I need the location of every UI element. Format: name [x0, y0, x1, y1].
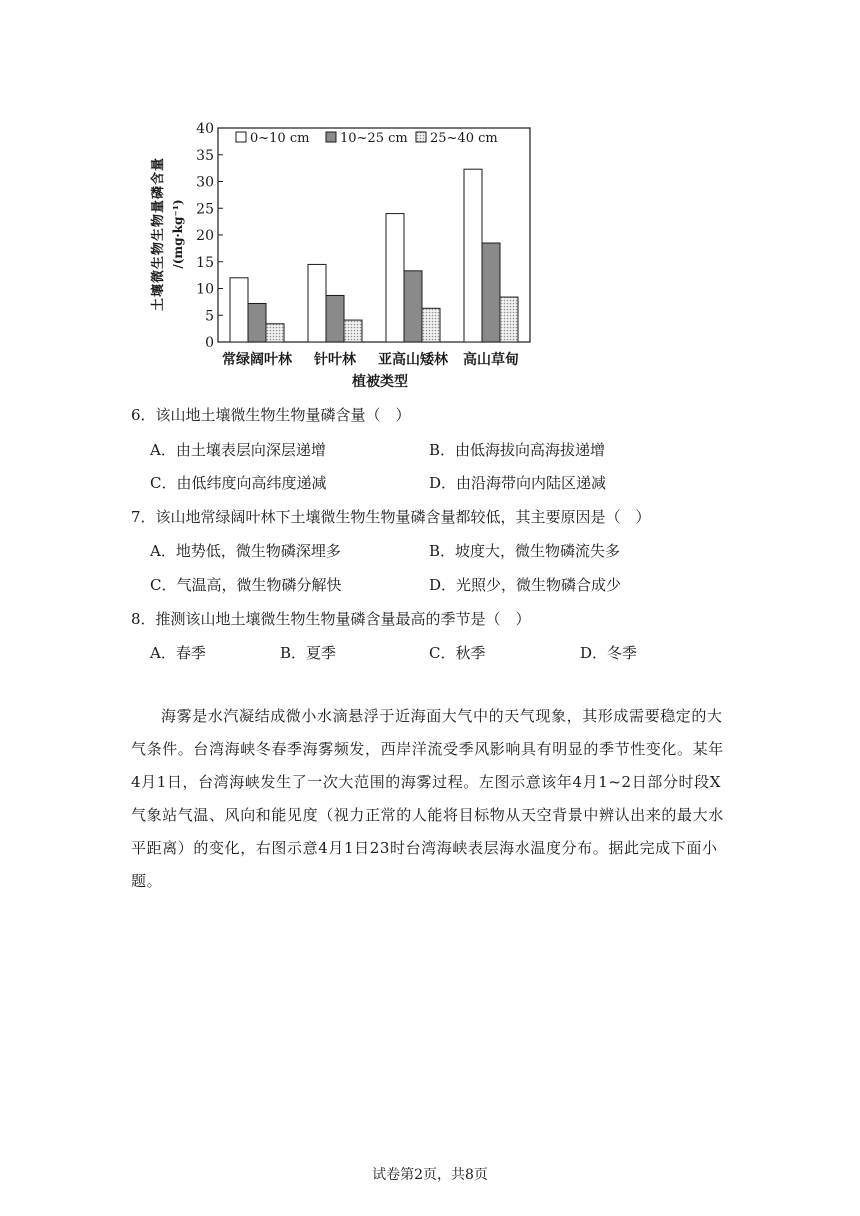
y-tick-label: 40 — [196, 121, 214, 137]
y-tick-label: 5 — [205, 308, 214, 325]
question-7-option-c[interactable]: C．气温高，微生物磷分解快 — [150, 576, 342, 594]
y-axis-title: 土壤微生物生物量磷含量 — [151, 156, 166, 312]
passage — [131, 700, 731, 898]
question-7-option-a[interactable]: A．地势低，微生物磷深埋多 — [150, 542, 341, 560]
bar — [464, 169, 482, 342]
bars — [230, 169, 518, 342]
y-tick-label: 30 — [196, 174, 214, 191]
bar — [308, 264, 326, 342]
question-8-option-a[interactable]: A．春季 — [150, 644, 206, 662]
bar — [404, 271, 422, 342]
y-tick-label: 20 — [196, 228, 214, 244]
question-8-option-d[interactable]: D．冬季 — [580, 644, 638, 662]
legend-swatch — [236, 132, 246, 142]
legend-label: 10~25 cm — [340, 131, 408, 146]
bar — [326, 295, 344, 342]
bar — [500, 297, 518, 342]
y-tick-label: 25 — [196, 201, 214, 218]
question-8-stem: 8．推测该山地土壤微生物生物量磷含量最高的季节是（ ） — [131, 610, 531, 628]
bar — [482, 243, 500, 342]
y-axis-unit: /(mg·kg⁻¹) — [171, 199, 185, 269]
y-tick-label: 0 — [205, 335, 214, 351]
y-tick-label: 35 — [196, 147, 214, 164]
question-7-option-b[interactable]: B．坡度大，微生物磷流失多 — [429, 542, 621, 560]
question-6-option-c[interactable]: C．由低纬度向高纬度递减 — [150, 474, 327, 492]
bar — [248, 303, 266, 342]
y-tick-label: 15 — [196, 254, 214, 271]
x-axis-title: 植被类型 — [352, 374, 408, 390]
y-tick-label: 10 — [196, 281, 214, 298]
legend-swatch — [416, 132, 426, 142]
x-tick-label: 高山草甸 — [463, 352, 519, 368]
legend-label: 25~40 cm — [430, 131, 498, 146]
bar — [344, 320, 362, 342]
page-footer: 试卷第2页，共8页 — [372, 1167, 488, 1183]
y-ticks — [196, 121, 223, 351]
legend-swatch — [326, 132, 336, 142]
question-6-option-a[interactable]: A．由土壤表层向深层递增 — [150, 441, 326, 459]
question-6-option-b[interactable]: B．由低海拔向高海拔递增 — [429, 441, 606, 459]
question-6-option-d[interactable]: D．由沿海带向内陆区递减 — [429, 474, 607, 492]
bar — [230, 278, 248, 342]
bar-chart — [140, 110, 550, 400]
x-tick-label: 针叶林 — [314, 352, 356, 368]
x-tick-labels — [222, 351, 519, 368]
bar — [386, 214, 404, 342]
legend-label: 0~10 cm — [250, 131, 310, 146]
x-tick-label: 亚高山矮林 — [378, 352, 448, 368]
bar — [422, 308, 440, 342]
legend — [236, 131, 498, 146]
question-8-option-b[interactable]: B．夏季 — [280, 644, 337, 662]
x-tick-label: 常绿阔叶林 — [222, 352, 292, 368]
question-6-stem: 6．该山地土壤微生物生物量磷含量（ ） — [131, 406, 411, 424]
passage-text: 海雾是水汽凝结成微小水滴悬浮于近海面大气中的天气现象，其形成需要稳定的大气条件。台湾海峡冬春季海雾频发，西岸洋流受季风影响具有明显的季节性变化。某年4月1日，台湾海峡发生了一次大范围的海雾过程。左图示意该年4月1~2日部分时段X气象站气温、风向和能见度（视力正常的人能将目标物从天空背景中辨认出来的最大水平距离）的变化，右图示意4月1日23时台湾海峡表层海水温度分布。据此完成下面小题。 — [131, 707, 724, 890]
question-7-option-d[interactable]: D．光照少，微生物磷合成少 — [429, 576, 622, 594]
question-8-option-c[interactable]: C．秋季 — [429, 644, 486, 662]
y-axis-label — [150, 157, 185, 311]
question-7-stem: 7．该山地常绿阔叶林下土壤微生物生物量磷含量都较低，其主要原因是（ ） — [131, 508, 651, 526]
bar — [266, 324, 284, 342]
